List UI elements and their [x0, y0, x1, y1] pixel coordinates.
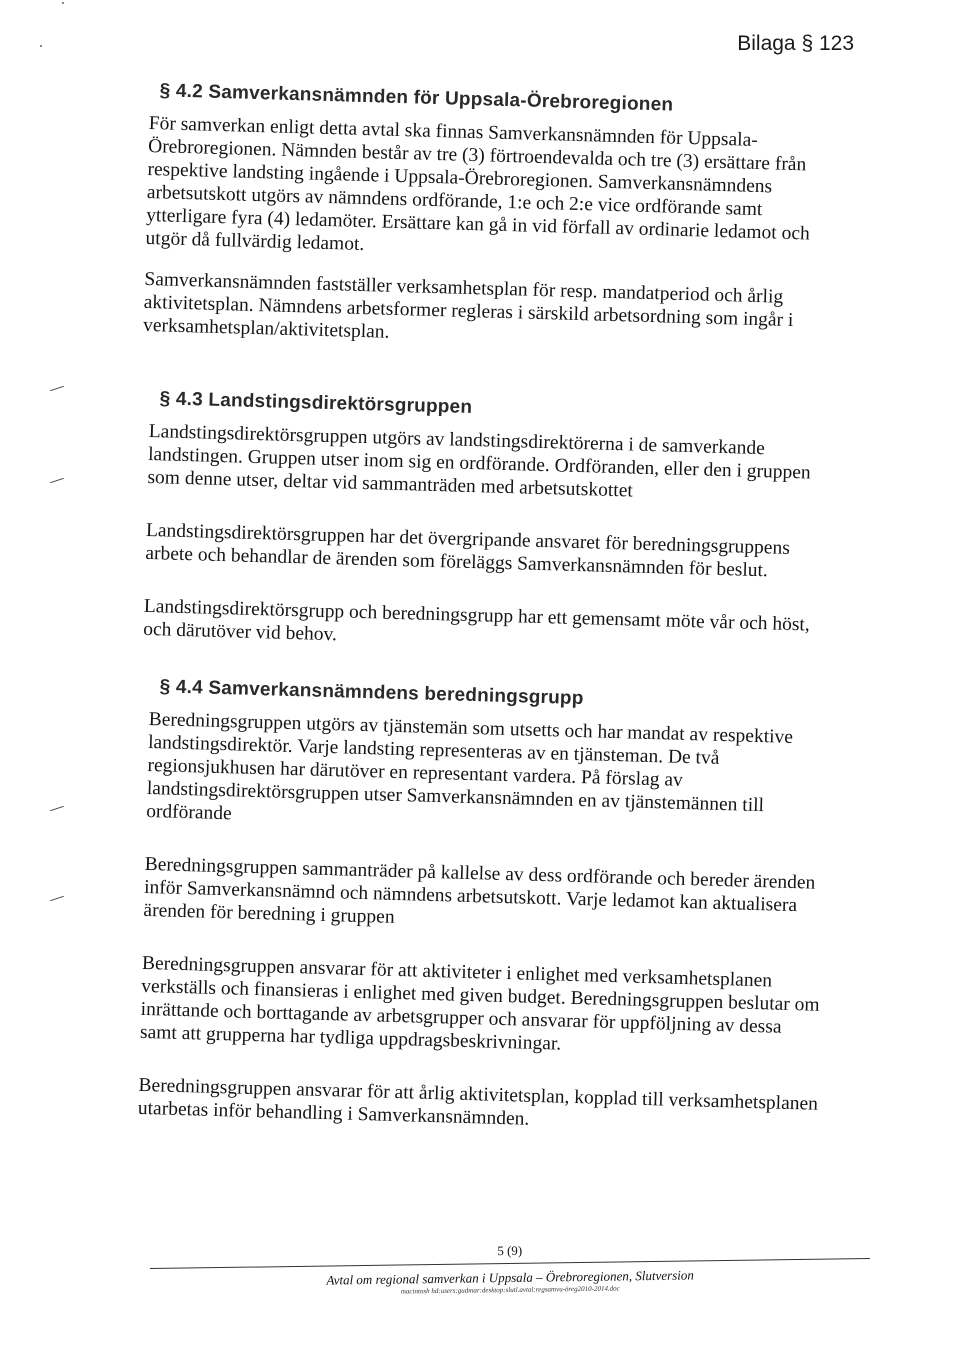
section-4-2 — [142, 80, 829, 374]
section-heading: § 4.4 Samverkansnämndens beredningsgrupp — [159, 676, 584, 710]
paragraph: Landstingsdirektörsgrupp och beredningsgrupp har ett gemensamt möte vår och höst, och därutöver vid behov. — [142, 595, 811, 646]
paragraph: Beredningsgruppen sammanträder på kallelse av dess ordförande och bereder ärenden inför Samverkansnämnd och nämndens arbetsutskott. Varje ledamot kan aktualisera ärenden för beredning i gruppen — [143, 853, 816, 928]
margin-mark — [50, 386, 64, 391]
footer-title: Avtal om regional samverkan i Uppsala – Örebroregionen, Slutversion — [326, 1267, 694, 1288]
paragraph: Beredningsgruppen ansvarar för att årlig aktivitetsplan, kopplad till verksamhetsplanen utarbetas inför behandling i Samverkansnämnden. — [137, 1074, 819, 1130]
page-footer — [150, 1238, 871, 1299]
paragraph: Landstingsdirektörsgruppen utgörs av landstingsdirektörerna i de samverkande landstingen. Gruppen utser inom sig en ordförande. Ordföranden, eller den i gruppen som denne utser, deltar vid sammanträden med arbetsutskottet — [147, 420, 811, 502]
margin-mark — [50, 806, 64, 811]
paragraph: Beredningsgruppen ansvarar för att aktiviteter i enlighet med verksamhetsplanen verkställs och finansieras i enlighet med given budget. Beredningsgruppen beslutar om inrättande och borttagande av arbetsgrupper och ansvarar för uppföljning av dessa samt att grupperna har tydliga uppdragsbeskrivningar. — [139, 952, 820, 1055]
section-heading: § 4.2 Samverkansnämnden för Uppsala-Örebroregionen — [159, 80, 674, 116]
page-number: 5 (9) — [497, 1242, 523, 1259]
scan-speck — [40, 45, 42, 47]
section-4-4 — [137, 676, 830, 1157]
footer-file-path: macintosh hd:users:gudmar:desktop:slutl.avtal:regsamvu-öreg2010-2014.doc — [400, 1284, 620, 1296]
scan-speck — [62, 2, 64, 4]
margin-mark — [50, 896, 64, 901]
paragraph: För samverkan enligt detta avtal ska finnas Samverkansnämnden för Uppsala-Örebroregionen. Nämnden består av tre (3) förtroendevalda och tre (3) ersättare från respektive landsting ingående i Uppsala-Örebroregionen. Samverkansnämndens arbetsutskott utgörs av nämndens ordförande, 1:e och 2:e vice ordförande samt ytterligare fyra (4) ledamöter. Ersättare kan gå in vid förfall av ordinarie ledamot och utgör då fullvärdig ledamot. — [145, 112, 811, 256]
appendix-label: Bilaga § 123 — [737, 32, 854, 55]
section-4-3 — [142, 388, 829, 678]
paragraph: Beredningsgruppen utgörs av tjänstemän som utsetts och har mandat av respektive landstingsdirektör. Varje landsting representeras av en tjänsteman. De två regionsjukhusen har därutöver en representant vardera. På förslag av landstingsdirektörsgruppen utser Samverkansnämnden en av tjänstemännen till ordförande — [145, 708, 794, 825]
section-heading: § 4.3 Landstingsdirektörsgruppen — [159, 388, 473, 418]
paragraph: Samverkansnämnden fastställer verksamhetsplan för resp. mandatperiod och årlig aktivitetsplan. Nämndens arbetsformer regleras i särskild arbetsordning som ingår i verksamhetsplan/aktivitetsplan. — [142, 268, 794, 343]
paragraph: Landstingsdirektörsgruppen har det övergripande ansvaret för beredningsgruppens arbete och behandlar de ärenden som föreläggs Samverkansnämnden för beslut. — [145, 519, 791, 582]
margin-mark — [50, 478, 64, 483]
